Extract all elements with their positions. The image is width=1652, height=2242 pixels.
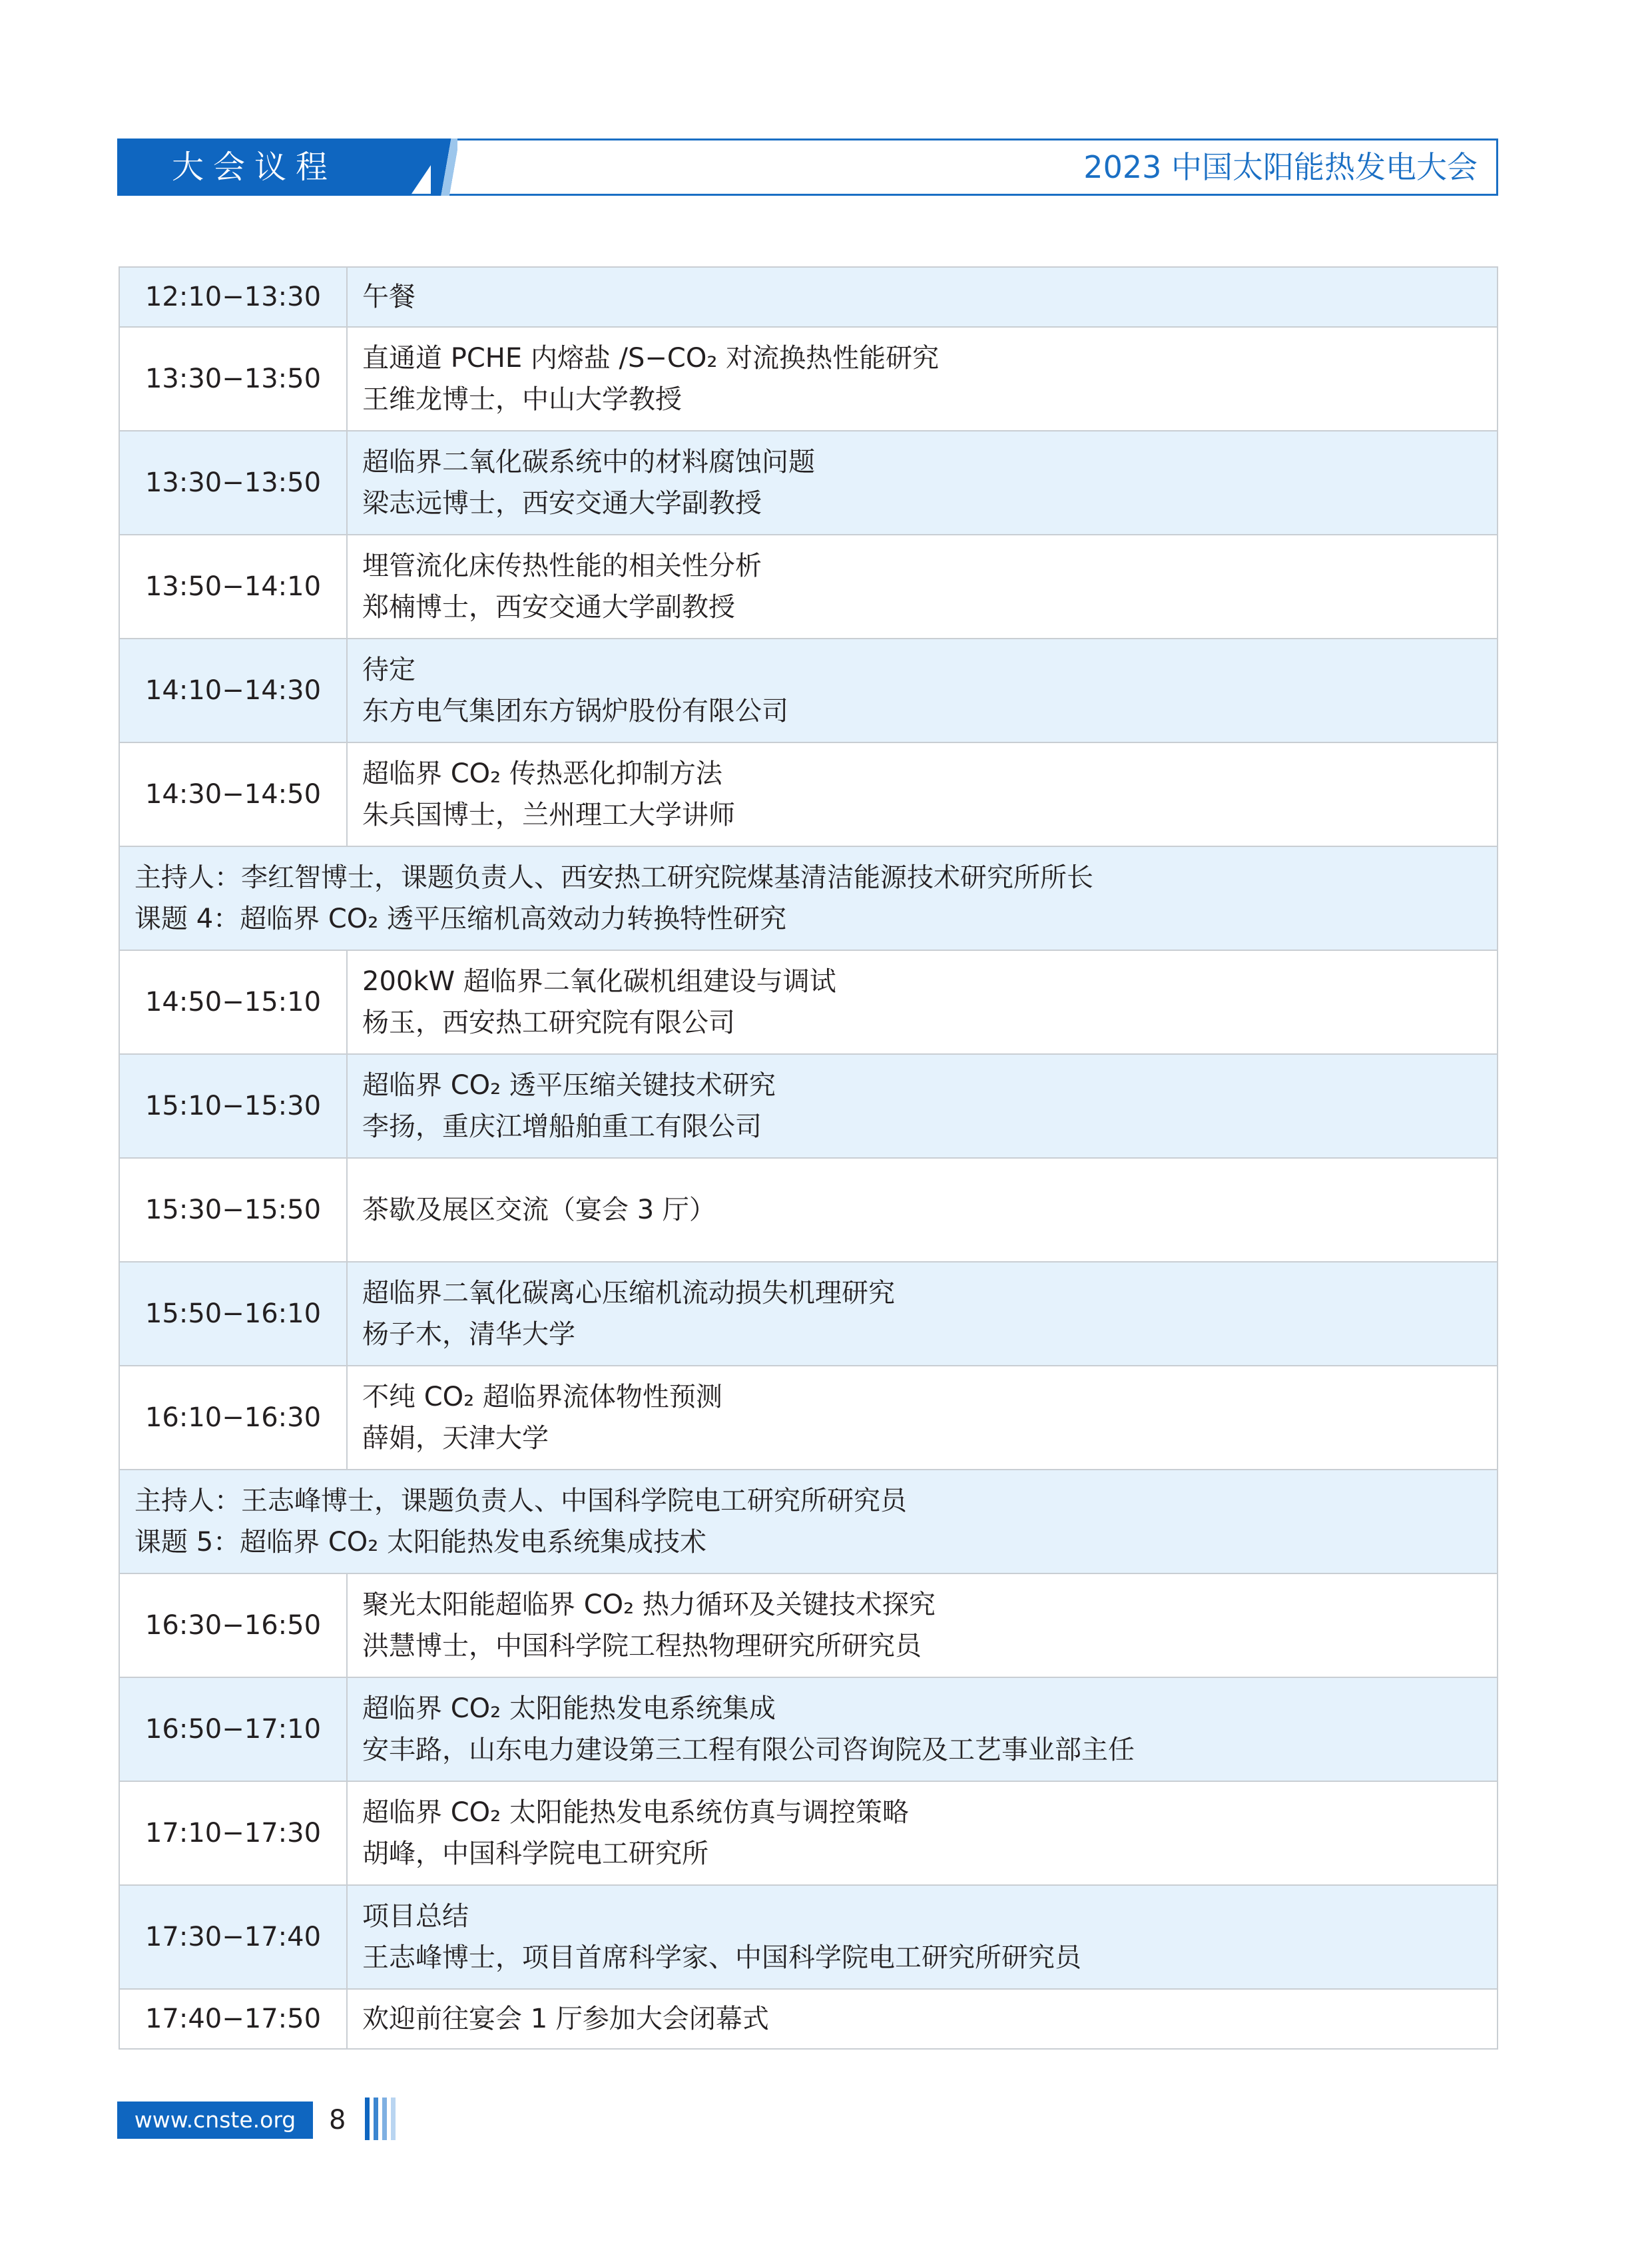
talk-title: 聚光太阳能超临界 CO₂ 热力循环及关键技术探究 bbox=[362, 1589, 936, 1620]
footer-bar bbox=[391, 2098, 396, 2140]
speaker-line: 梁志远博士，西安交通大学副教授 bbox=[362, 488, 762, 519]
content-cell bbox=[347, 431, 1498, 535]
section-title: 大会议程 bbox=[117, 139, 410, 196]
footer-bars-decoration bbox=[365, 2098, 405, 2140]
time-cell: 14:30−14:50 bbox=[119, 742, 347, 846]
time-cell: 16:30−16:50 bbox=[119, 1573, 347, 1677]
agenda-row bbox=[119, 1677, 1498, 1781]
talk-title: 埋管流化床传热性能的相关性分析 bbox=[362, 551, 762, 581]
time-cell: 16:50−17:10 bbox=[119, 1677, 347, 1781]
speaker-line: 薛娟，天津大学 bbox=[362, 1423, 549, 1454]
content-cell bbox=[347, 1989, 1498, 2049]
time-cell: 14:50−15:10 bbox=[119, 950, 347, 1054]
content-cell bbox=[347, 1573, 1498, 1677]
talk-title: 超临界 CO₂ 太阳能热发电系统仿真与调控策略 bbox=[362, 1797, 909, 1828]
time-cell: 15:50−16:10 bbox=[119, 1262, 347, 1366]
topic-line: 课题 4：超临界 CO₂ 透平压缩机高效动力转换特性研究 bbox=[135, 904, 787, 934]
speaker-line: 安丰路，山东电力建设第三工程有限公司咨询院及工艺事业部主任 bbox=[362, 1735, 1135, 1765]
host-row bbox=[119, 1470, 1498, 1573]
time-cell: 13:30−13:50 bbox=[119, 327, 347, 431]
time-cell: 15:30−15:50 bbox=[119, 1158, 347, 1262]
host-cell bbox=[119, 1470, 1498, 1573]
host-line: 主持人：王志峰博士，课题负责人、中国科学院电工研究所研究员 bbox=[135, 1486, 907, 1516]
talk-title: 茶歇及展区交流（宴会 3 厅） bbox=[362, 1195, 716, 1225]
time-cell: 16:10−16:30 bbox=[119, 1366, 347, 1470]
footer-bar bbox=[374, 2098, 378, 2140]
footer-bar bbox=[382, 2098, 387, 2140]
speaker-line: 东方电气集团东方锅炉股份有限公司 bbox=[362, 696, 788, 726]
agenda-row bbox=[119, 1262, 1498, 1366]
time-cell: 15:10−15:30 bbox=[119, 1054, 347, 1158]
footer-bar bbox=[365, 2098, 370, 2140]
content-cell bbox=[347, 1885, 1498, 1989]
agenda-body bbox=[119, 267, 1498, 2049]
time-cell: 13:50−14:10 bbox=[119, 535, 347, 639]
time-cell: 17:30−17:40 bbox=[119, 1885, 347, 1989]
time-cell: 17:10−17:30 bbox=[119, 1781, 347, 1885]
agenda-row bbox=[119, 1781, 1498, 1885]
content-cell bbox=[347, 1262, 1498, 1366]
host-row bbox=[119, 846, 1498, 950]
agenda-row bbox=[119, 1366, 1498, 1470]
content-cell bbox=[347, 535, 1498, 639]
content-cell bbox=[347, 1677, 1498, 1781]
speaker-line: 胡峰，中国科学院电工研究所 bbox=[362, 1838, 708, 1869]
time-cell: 17:40−17:50 bbox=[119, 1989, 347, 2049]
speaker-line: 王维龙博士，中山大学教授 bbox=[362, 384, 682, 415]
agenda-row bbox=[119, 267, 1498, 327]
host-line: 主持人：李红智博士，课题负责人、西安热工研究院煤基清洁能源技术研究所所长 bbox=[135, 862, 1093, 893]
host-cell bbox=[119, 846, 1498, 950]
time-cell: 13:30−13:50 bbox=[119, 431, 347, 535]
conference-title: 2023 中国太阳能热发电大会 bbox=[1083, 149, 1478, 185]
agenda-row bbox=[119, 1573, 1498, 1677]
content-cell bbox=[347, 327, 1498, 431]
content-cell bbox=[347, 267, 1498, 327]
speaker-line: 洪慧博士，中国科学院工程热物理研究所研究员 bbox=[362, 1631, 922, 1661]
header-stripe-decoration bbox=[431, 139, 457, 196]
content-cell bbox=[347, 742, 1498, 846]
website-url[interactable]: www.cnste.org bbox=[117, 2102, 313, 2139]
talk-title: 欢迎前往宴会 1 厅参加大会闭幕式 bbox=[362, 2004, 769, 2034]
agenda-row bbox=[119, 639, 1498, 742]
content-cell bbox=[347, 639, 1498, 742]
talk-title: 超临界 CO₂ 透平压缩关键技术研究 bbox=[362, 1070, 776, 1101]
speaker-line: 李扬，重庆江增船舶重工有限公司 bbox=[362, 1111, 762, 1142]
agenda-row bbox=[119, 950, 1498, 1054]
content-cell bbox=[347, 1054, 1498, 1158]
speaker-line: 郑楠博士，西安交通大学副教授 bbox=[362, 592, 735, 623]
time-cell: 12:10−13:30 bbox=[119, 267, 347, 327]
page-number: 8 bbox=[329, 2105, 346, 2135]
time-cell: 14:10−14:30 bbox=[119, 639, 347, 742]
agenda-row bbox=[119, 535, 1498, 639]
page-header bbox=[117, 139, 1498, 196]
talk-title: 不纯 CO₂ 超临界流体物性预测 bbox=[362, 1382, 722, 1412]
content-cell bbox=[347, 1158, 1498, 1262]
talk-title: 午餐 bbox=[362, 282, 415, 312]
speaker-line: 杨玉，西安热工研究院有限公司 bbox=[362, 1007, 735, 1038]
talk-title: 项目总结 bbox=[362, 1901, 469, 1932]
topic-line: 课题 5：超临界 CO₂ 太阳能热发电系统集成技术 bbox=[135, 1527, 707, 1557]
agenda-row bbox=[119, 1885, 1498, 1989]
talk-title: 待定 bbox=[362, 655, 415, 685]
talk-title: 超临界 CO₂ 太阳能热发电系统集成 bbox=[362, 1693, 776, 1724]
agenda-row bbox=[119, 327, 1498, 431]
agenda-row bbox=[119, 1158, 1498, 1262]
agenda-row bbox=[119, 1054, 1498, 1158]
talk-title: 200kW 超临界二氧化碳机组建设与调试 bbox=[362, 966, 836, 997]
talk-title: 超临界二氧化碳离心压缩机流动损失机理研究 bbox=[362, 1278, 895, 1308]
agenda-row bbox=[119, 1989, 1498, 2049]
speaker-line: 杨子木，清华大学 bbox=[362, 1319, 575, 1350]
talk-title: 超临界二氧化碳系统中的材料腐蚀问题 bbox=[362, 447, 815, 477]
content-cell bbox=[347, 1781, 1498, 1885]
content-cell bbox=[347, 950, 1498, 1054]
talk-title: 直通道 PCHE 内熔盐 /S−CO₂ 对流换热性能研究 bbox=[362, 343, 940, 374]
talk-title: 超临界 CO₂ 传热恶化抑制方法 bbox=[362, 758, 722, 789]
speaker-line: 朱兵国博士，兰州理工大学讲师 bbox=[362, 800, 735, 830]
speaker-line: 王志峰博士，项目首席科学家、中国科学院电工研究所研究员 bbox=[362, 1942, 1081, 1973]
content-cell bbox=[347, 1366, 1498, 1470]
agenda-row bbox=[119, 431, 1498, 535]
agenda-table bbox=[119, 266, 1498, 2050]
agenda-row bbox=[119, 742, 1498, 846]
